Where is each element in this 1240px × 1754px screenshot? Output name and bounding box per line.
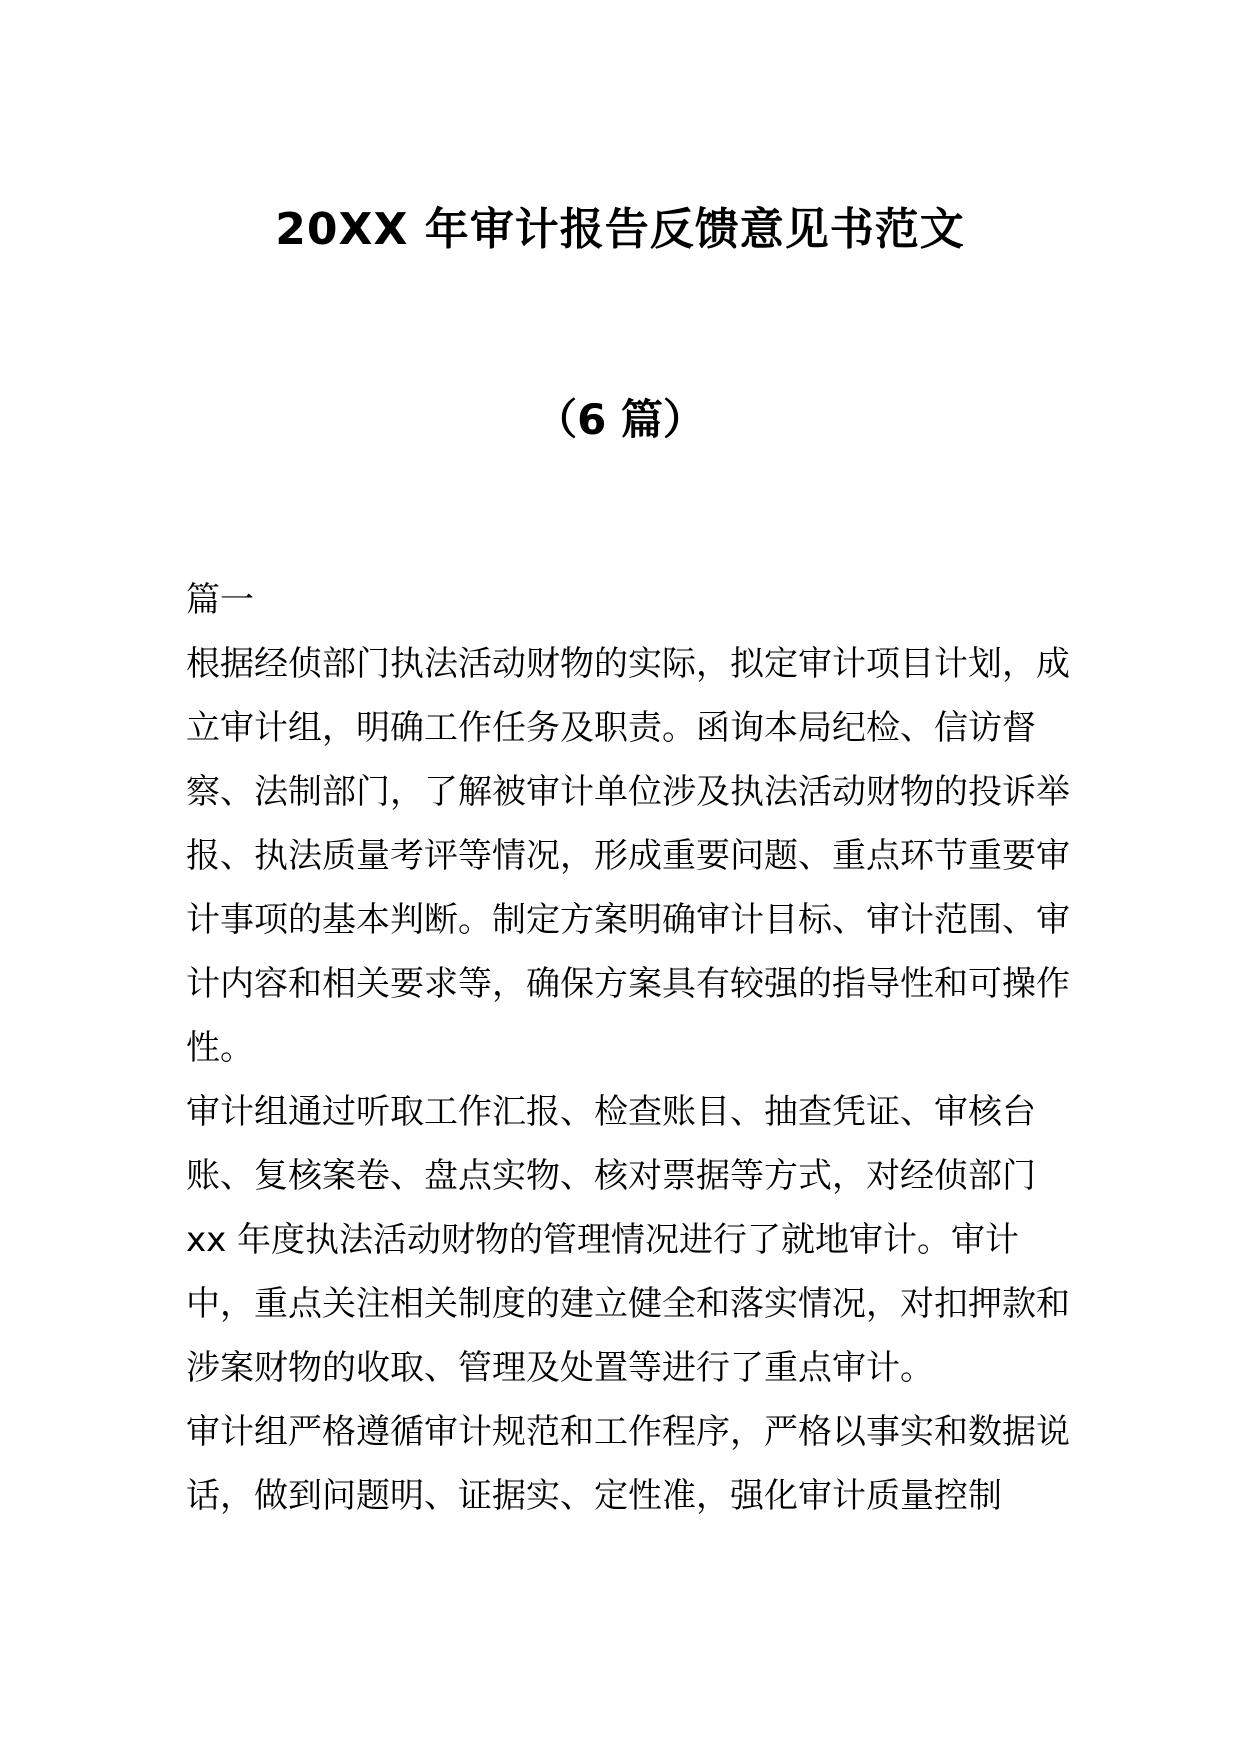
section-label: 篇一 (186, 580, 254, 620)
document-title: 20XX 年审计报告反馈意见书范文 (275, 204, 965, 255)
paragraph-1: 根据经侦部门执法活动财物的实际，拟定审计项目计划，成立审计组，明确工作任务及职责。函询本局纪检、信访督察、法制部门，了解被审计单位涉及执法活动财物的投诉举报、执法质量考评等情况，形成重要问题、重点环节重要审计事项的基本判断。制定方案明确审计目标、审计范围、审计内容和相关要求等，确保方案具有较强的指导性和可操作性。 (186, 644, 1070, 1068)
document-body (186, 568, 1071, 1528)
paragraph-3: 审计组严格遵循审计规范和工作程序，严格以事实和数据说话，做到问题明、证据实、定性准，强化审计质量控制 (186, 1412, 1070, 1516)
paragraph-2: 审计组通过听取工作汇报、检查账目、抽查凭证、审核台账、复核案卷、盘点实物、核对票据等方式，对经侦部门 xx 年度执法活动财物的管理情况进行了就地审计。审计中，重点关注相关制度的建立健全和落实情况，对扣押款和涉案财物的收取、管理及处置等进行了重点审计。 (186, 1092, 1070, 1388)
document-subtitle: （6 篇） (535, 395, 705, 444)
